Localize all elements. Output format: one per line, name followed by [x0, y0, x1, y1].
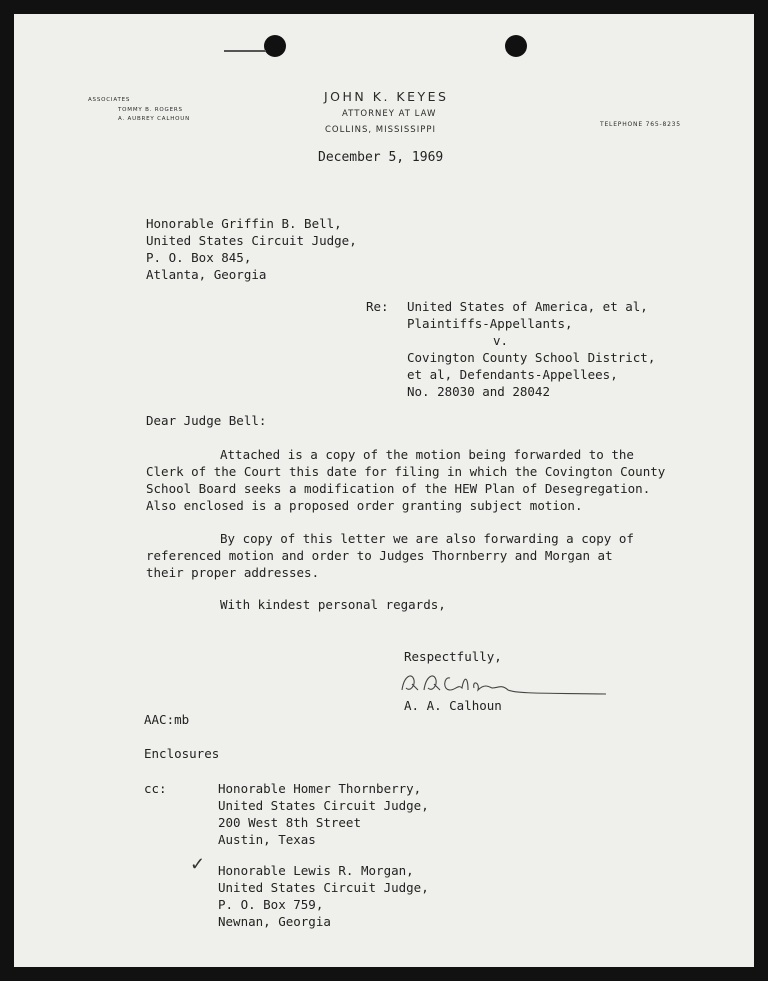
- cc-label: cc:: [144, 781, 167, 796]
- associate-name: TOMMY B. ROGERS: [118, 107, 183, 113]
- re-line: United States of America, et al,: [407, 299, 648, 314]
- punch-hole-right: [505, 35, 527, 57]
- enclosures: Enclosures: [144, 746, 220, 761]
- telephone: TELEPHONE 765-8235: [600, 121, 681, 128]
- paragraph-line: School Board seeks a modification of the HEW Plan of Desegregation.: [146, 481, 651, 496]
- signature-name: A. A. Calhoun: [404, 698, 502, 713]
- paragraph-line: By copy of this letter we are also forwarding a copy of: [220, 531, 634, 546]
- address-line: Newnan, Georgia: [218, 914, 331, 929]
- closing-remark: With kindest personal regards,: [220, 597, 446, 612]
- address-line: United States Circuit Judge,: [218, 798, 429, 813]
- punch-smudge: [224, 50, 266, 52]
- paragraph-2: [146, 530, 634, 581]
- recipient-address: [146, 215, 357, 283]
- paragraph-line: Also enclosed is a proposed order granting subject motion.: [146, 498, 583, 513]
- address-line: Honorable Griffin B. Bell,: [146, 216, 342, 231]
- address-line: Atlanta, Georgia: [146, 267, 267, 282]
- address-line: Honorable Homer Thornberry,: [218, 781, 422, 796]
- address-line: P. O. Box 759,: [218, 897, 324, 912]
- re-label: Re:: [366, 299, 389, 314]
- address-line: P. O. Box 845,: [146, 250, 252, 265]
- letterhead-city: COLLINS, MISSISSIPPI: [325, 125, 436, 135]
- letterhead-title: ATTORNEY AT LAW: [342, 109, 437, 119]
- re-line: v.: [493, 333, 509, 348]
- associates-label: ASSOCIATES: [88, 97, 131, 103]
- cc-recipient: [218, 862, 429, 930]
- associate-name: A. AUBREY CALHOUN: [118, 116, 190, 122]
- paragraph-line: referenced motion and order to Judges Thornberry and Morgan at: [146, 548, 613, 563]
- re-line: Plaintiffs-Appellants,: [407, 316, 573, 331]
- paragraph-line: Clerk of the Court this date for filing in which the Covington County: [146, 464, 666, 479]
- paragraph-line: their proper addresses.: [146, 565, 320, 580]
- paragraph-line: Attached is a copy of the motion being forwarded to the: [220, 447, 634, 462]
- letterhead-name: JOHN K. KEYES: [324, 89, 449, 104]
- letter-page: [14, 14, 754, 967]
- address-line: Honorable Lewis R. Morgan,: [218, 863, 414, 878]
- paragraph-1: [146, 446, 665, 514]
- cc-recipient: [218, 780, 429, 848]
- typist-initials: AAC:mb: [144, 712, 190, 727]
- checkmark-icon: ✓: [190, 854, 206, 875]
- re-line: No. 28030 and 28042: [407, 384, 550, 399]
- closing: Respectfully,: [404, 649, 502, 664]
- address-line: United States Circuit Judge,: [146, 233, 357, 248]
- address-line: Austin, Texas: [218, 832, 316, 847]
- re-block: [407, 298, 655, 400]
- re-line: Covington County School District,: [407, 350, 656, 365]
- re-line: et al, Defendants-Appellees,: [407, 367, 618, 382]
- address-line: 200 West 8th Street: [218, 815, 361, 830]
- salutation: Dear Judge Bell:: [146, 413, 267, 428]
- punch-hole-left: [264, 35, 286, 57]
- address-line: United States Circuit Judge,: [218, 880, 429, 895]
- letter-date: December 5, 1969: [318, 150, 444, 165]
